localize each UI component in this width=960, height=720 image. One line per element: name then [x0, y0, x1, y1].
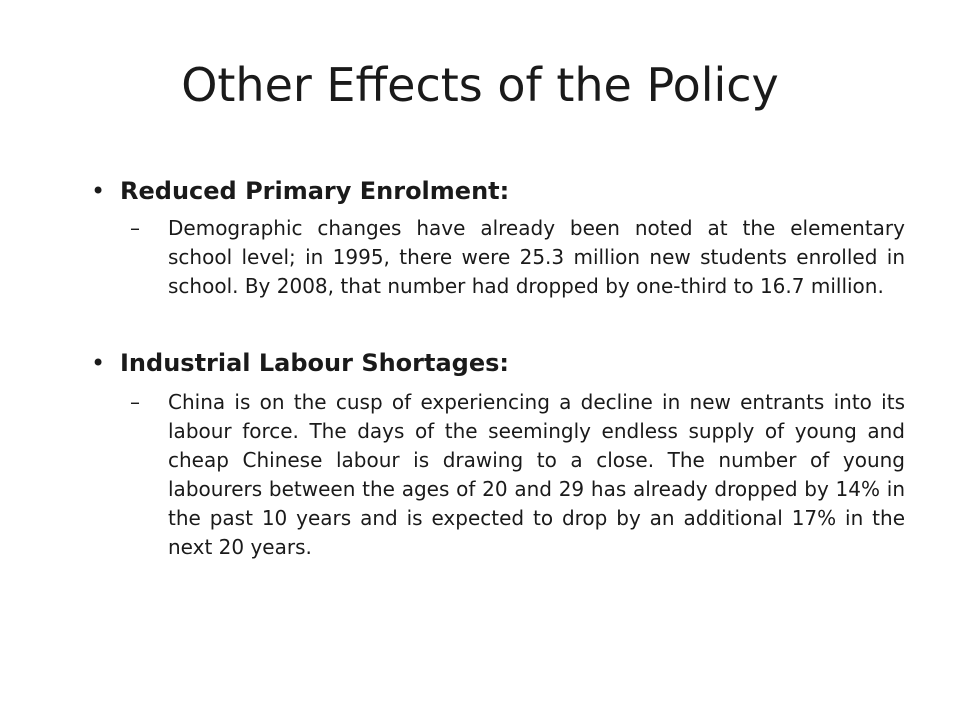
bullet-heading: Reduced Primary Enrolment: [120, 177, 510, 205]
sub-bullet-text: China is on the cusp of experiencing a decline in new entrants into its labour force. The days of the seemingly endless supply of young and cheap Chinese labour is drawing to a close. The number of young labourers between the ages of 20 and 29 has already dropped by 14% in the past 10 years and is expected to drop by an additional 17% in the next 20 years. [168, 390, 905, 559]
sub-bullet-marker: – [130, 216, 140, 240]
bullet-heading: Industrial Labour Shortages: [120, 349, 510, 377]
sub-bullet-text: Demographic changes have already been noted at the elementary school level; in 1995, there were 25.3 million new students enrolled in school. By 2008, that number had dropped by one-third to 16.7 million. [168, 216, 905, 298]
bullet-marker: • [91, 349, 106, 377]
sub-bullet-marker: – [130, 390, 140, 414]
bullet-marker: • [91, 177, 106, 205]
slide-title: Other Effects of the Policy [181, 58, 779, 112]
